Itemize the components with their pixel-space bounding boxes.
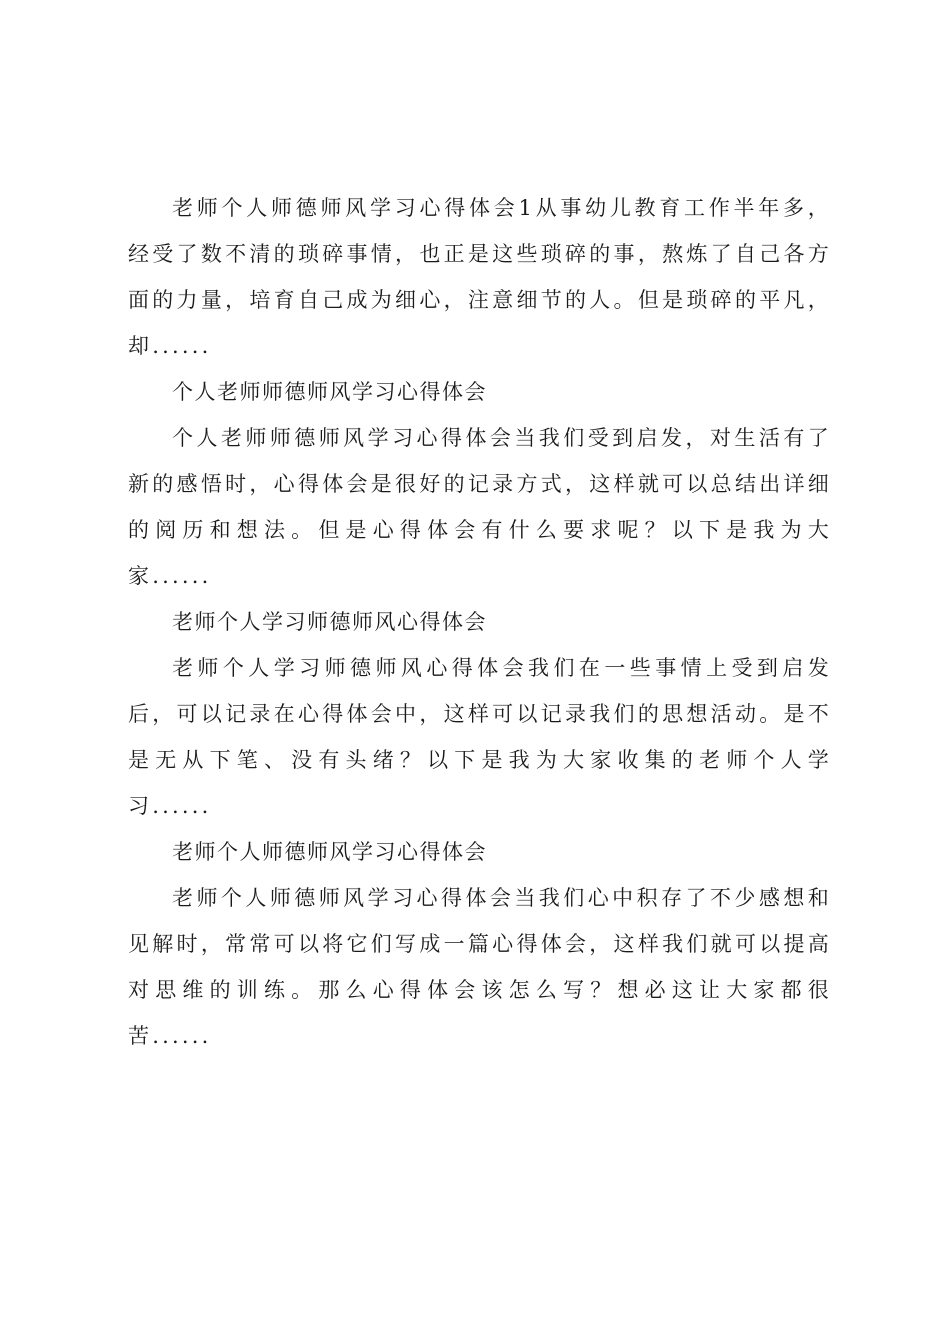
section-paragraph: 老师个人学习师德师风心得体会我们在一些事情上受到启发后，可以记录在心得体会中，这样可以记录我们的思想活动。是不是无从下笔、没有头绪？以下是我为大家收集的老师个人学习...... — [128, 656, 832, 818]
section-paragraph: 个人老师师德师风学习心得体会当我们受到启发，对生活有了新的感悟时，心得体会是很好的记录方式，这样就可以总结出详细的阅历和想法。但是心得体会有什么要求呢？以下是我为大家...... — [128, 426, 832, 588]
section-2 — [128, 599, 832, 829]
section-1 — [128, 369, 832, 599]
intro-paragraph: 老师个人师德师风学习心得体会1从事幼儿教育工作半年多，经受了数不清的琐碎事情，也正是这些琐碎的事，熬炼了自己各方面的力量，培育自己成为细心，注意细节的人。但是琐碎的平凡，却...... — [128, 196, 832, 358]
document-body — [128, 185, 832, 1059]
section-heading: 老师个人师德师风学习心得体会 — [172, 840, 487, 864]
section-heading: 老师个人学习师德师风心得体会 — [172, 610, 487, 634]
section-3 — [128, 829, 832, 1059]
section-heading: 个人老师师德师风学习心得体会 — [172, 380, 487, 404]
section-paragraph: 老师个人师德师风学习心得体会当我们心中积存了不少感想和见解时，常常可以将它们写成一篇心得体会，这样我们就可以提高对思维的训练。那么心得体会该怎么写？想必这让大家都很苦...... — [128, 886, 832, 1048]
